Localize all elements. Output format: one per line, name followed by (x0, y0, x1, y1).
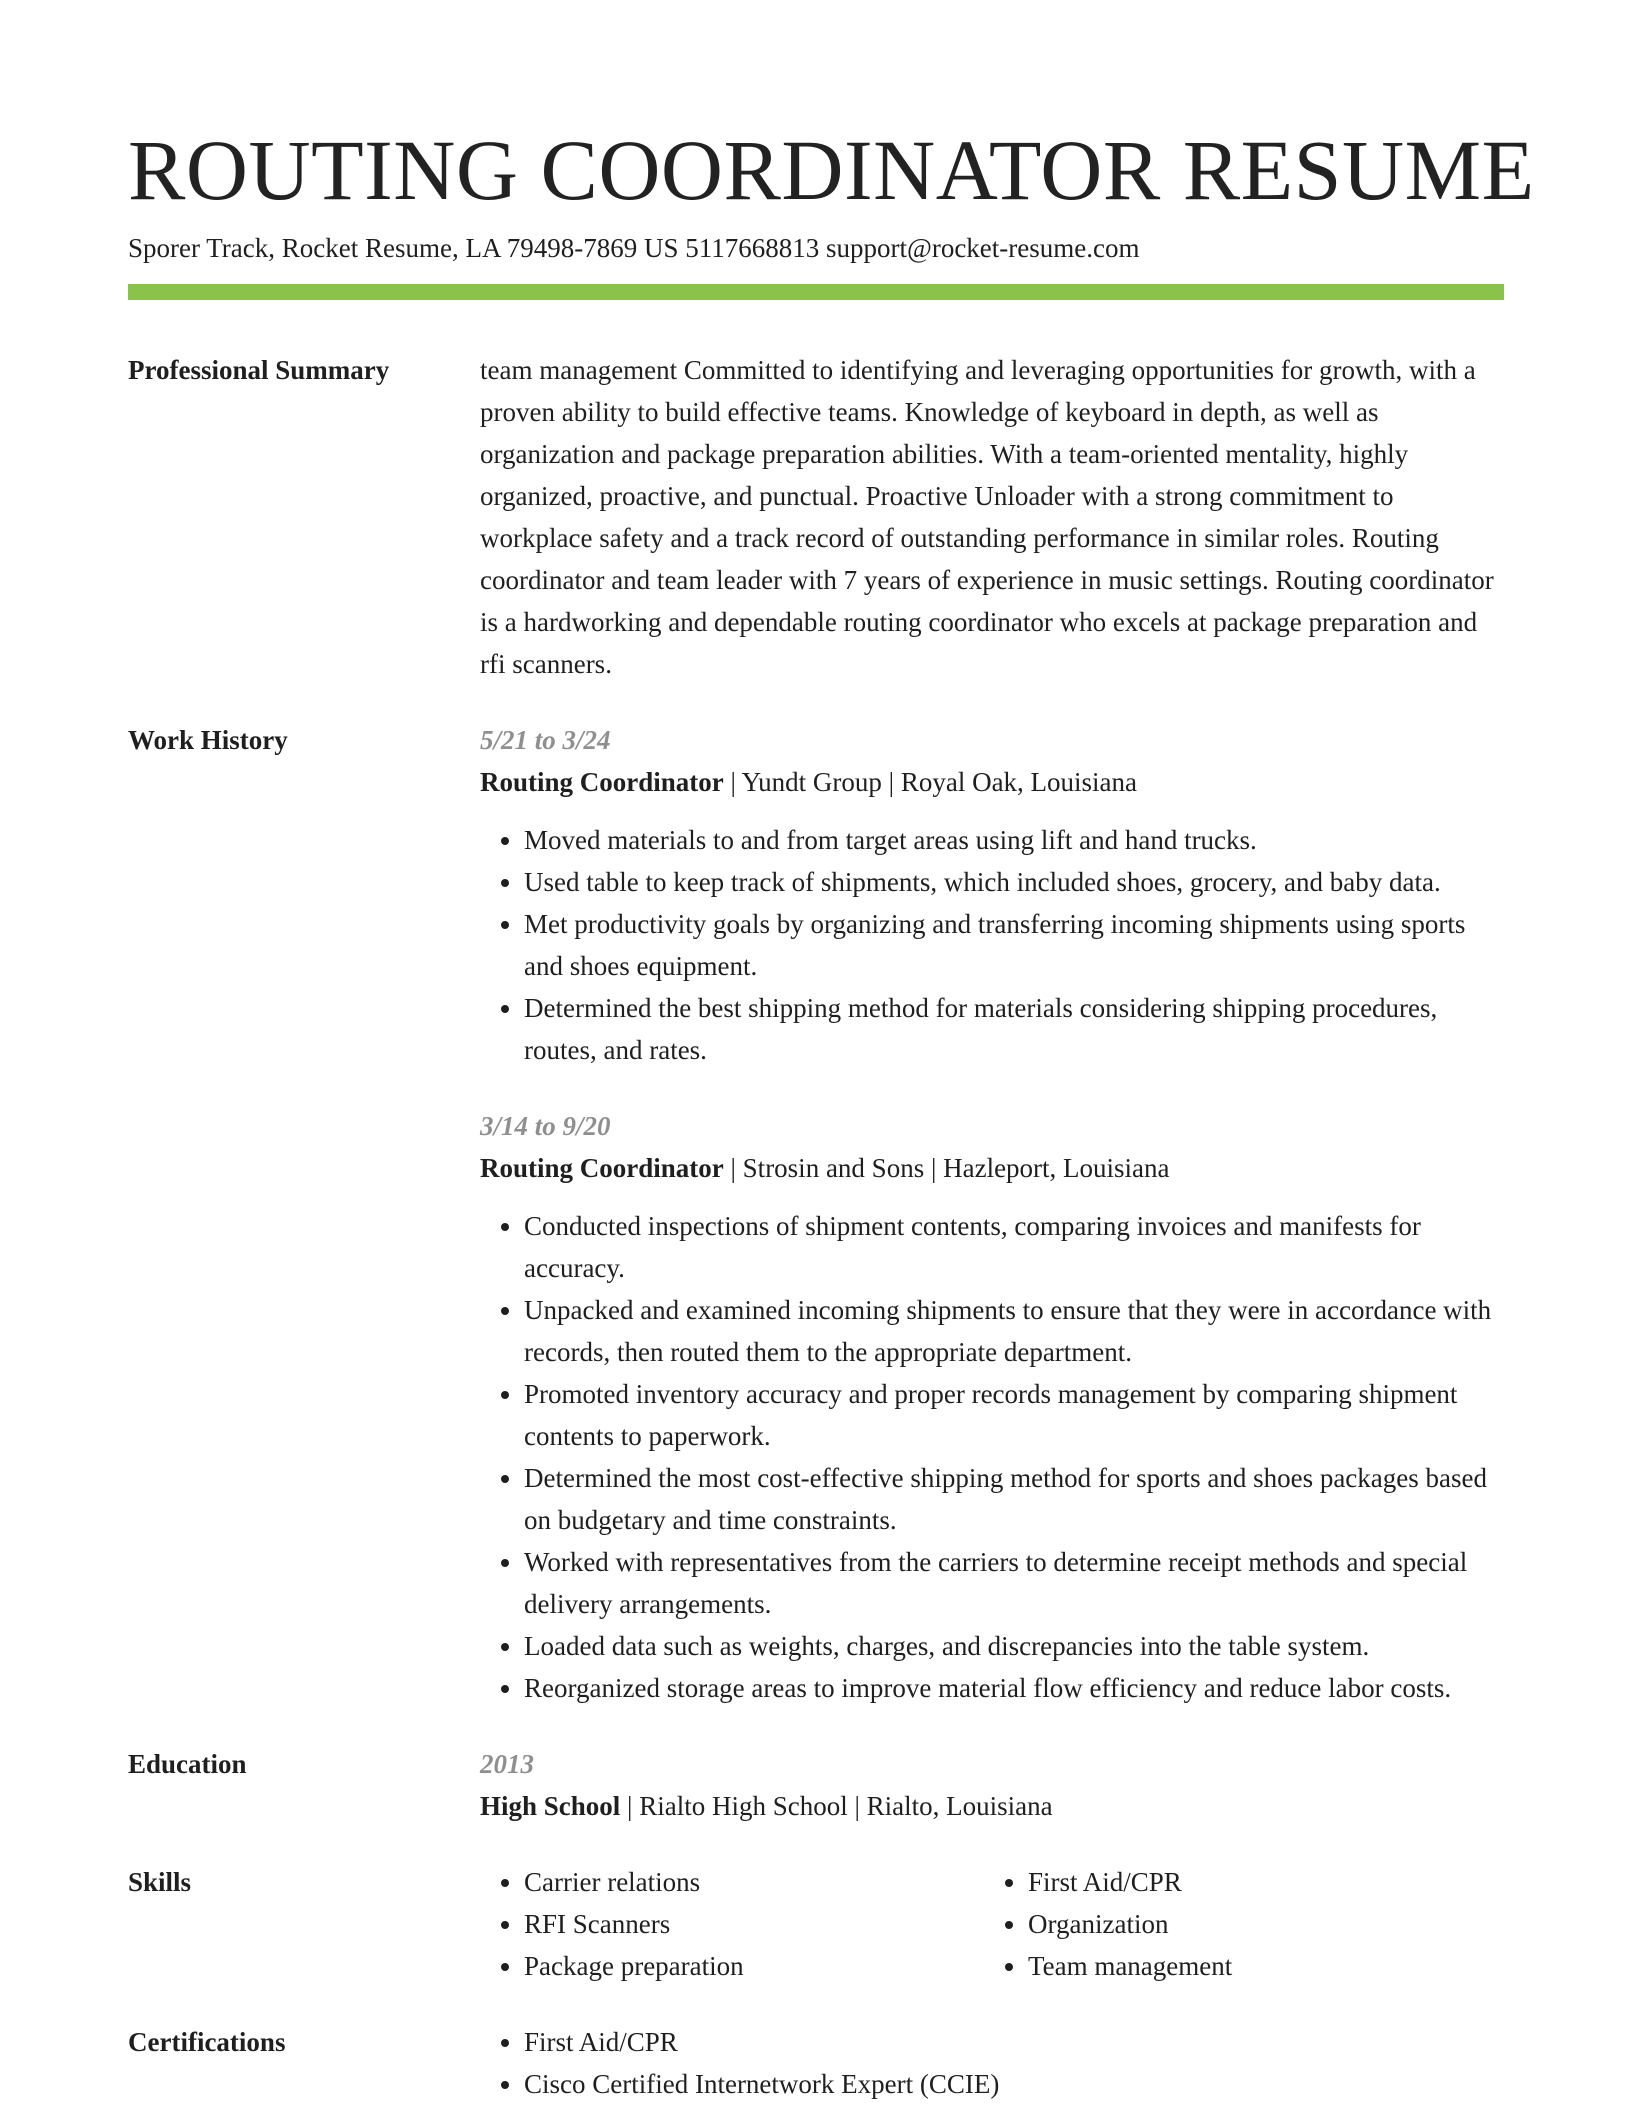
section-label-education: Education (128, 1749, 247, 1779)
job-bullet: • Loaded data such as weights, charges, and discrepancies into the table system. (524, 1625, 1504, 1667)
job-bullet: • Conducted inspections of shipment contents, comparing invoices and manifests for accuracy. (524, 1205, 1504, 1289)
education-details: | Rialto High School | Rialto, Louisiana (620, 1791, 1053, 1821)
resume-title: ROUTING COORDINATOR RESUME (128, 122, 1535, 218)
job-bullet: • Worked with representatives from the carriers to determine receipt methods and special delivery arrangements. (524, 1541, 1504, 1625)
job-bullet: • Determined the best shipping method for materials considering shipping procedures, routes, and rates. (524, 987, 1504, 1071)
section-label-certifications: Certifications (128, 2027, 286, 2057)
section-label-work-history: Work History (128, 725, 288, 755)
work-history-section (128, 719, 1504, 1709)
job-details: | Strosin and Sons | Hazleport, Louisiana (723, 1153, 1170, 1183)
certifications-list (480, 2021, 1504, 2105)
skill-item: • Organization (1028, 1903, 1528, 1945)
contact-line: Sporer Track, Rocket Resume, LA 79498-7869 US 5117668813 support@rocket-resume.com (128, 233, 1140, 263)
job-bullet: • Unpacked and examined incoming shipments to ensure that they were in accordance with records, then routed them to the appropriate department. (524, 1289, 1504, 1373)
education-heading (480, 1785, 1504, 1827)
skills-section (128, 1861, 1504, 1987)
skill-item: • Package preparation (524, 1945, 984, 1987)
certification-item: • First Aid/CPR (524, 2021, 1504, 2063)
job-bullet: • Determined the most cost-effective shipping method for sports and shoes packages based on budgetary and time constraints. (524, 1457, 1504, 1541)
certification-item: • Cisco Certified Internetwork Expert (CCIE) (524, 2063, 1504, 2105)
education-section (128, 1743, 1504, 1827)
job-dates: 3/14 to 9/20 (480, 1111, 611, 1141)
job-heading (480, 761, 1504, 803)
job-dates: 5/21 to 3/24 (480, 725, 611, 755)
skills-list-left (480, 1861, 984, 1987)
job-title: Routing Coordinator (480, 1153, 724, 1183)
summary-section (128, 349, 1504, 685)
summary-text: team management Committed to identifying and leveraging opportunities for growth, with a proven ability to build effective teams. Knowledge of keyboard in depth, as well as organization and package preparation abilities. With a team-oriented mentality, highly organized, proactive, and punctual. Proactive Unloader with a strong commitment to workplace safety and a track record of outstanding performance in similar roles. Routing coordinator and team leader with 7 years of experience in music settings. Routing coordinator is a hardworking and dependable routing coordinator who excels at package preparation and rfi scanners. (480, 355, 1494, 679)
job-bullet: • Used table to keep track of shipments, which included shoes, grocery, and baby data. (524, 861, 1504, 903)
section-label-skills: Skills (128, 1867, 192, 1897)
job-title: Routing Coordinator (480, 767, 724, 797)
education-degree: High School (480, 1791, 621, 1821)
job-bullet: • Moved materials to and from target areas using lift and hand trucks. (524, 819, 1504, 861)
skill-item: • First Aid/CPR (1028, 1861, 1528, 1903)
skills-list-right (984, 1861, 1528, 1987)
skill-item: • Team management (1028, 1945, 1528, 1987)
skill-item: • RFI Scanners (524, 1903, 984, 1945)
job-bullets (480, 819, 1504, 1071)
job-entry (480, 719, 1504, 1071)
certifications-section (128, 2021, 1504, 2105)
education-year: 2013 (480, 1749, 534, 1779)
job-bullets (480, 1205, 1504, 1709)
skill-item: • Carrier relations (524, 1861, 984, 1903)
job-bullet: • Promoted inventory accuracy and proper records management by comparing shipment contents to paperwork. (524, 1373, 1504, 1457)
job-bullet: • Met productivity goals by organizing and transferring incoming shipments using sports and shoes equipment. (524, 903, 1504, 987)
skills-grid (480, 1861, 1528, 1987)
job-details: | Yundt Group | Royal Oak, Louisiana (723, 767, 1138, 797)
resume-page (128, 118, 1535, 2105)
job-entry (480, 1105, 1504, 1709)
section-label-summary: Professional Summary (128, 355, 390, 385)
accent-divider (128, 284, 1504, 300)
job-heading (480, 1147, 1504, 1189)
job-bullet: • Reorganized storage areas to improve material flow efficiency and reduce labor costs. (524, 1667, 1504, 1709)
